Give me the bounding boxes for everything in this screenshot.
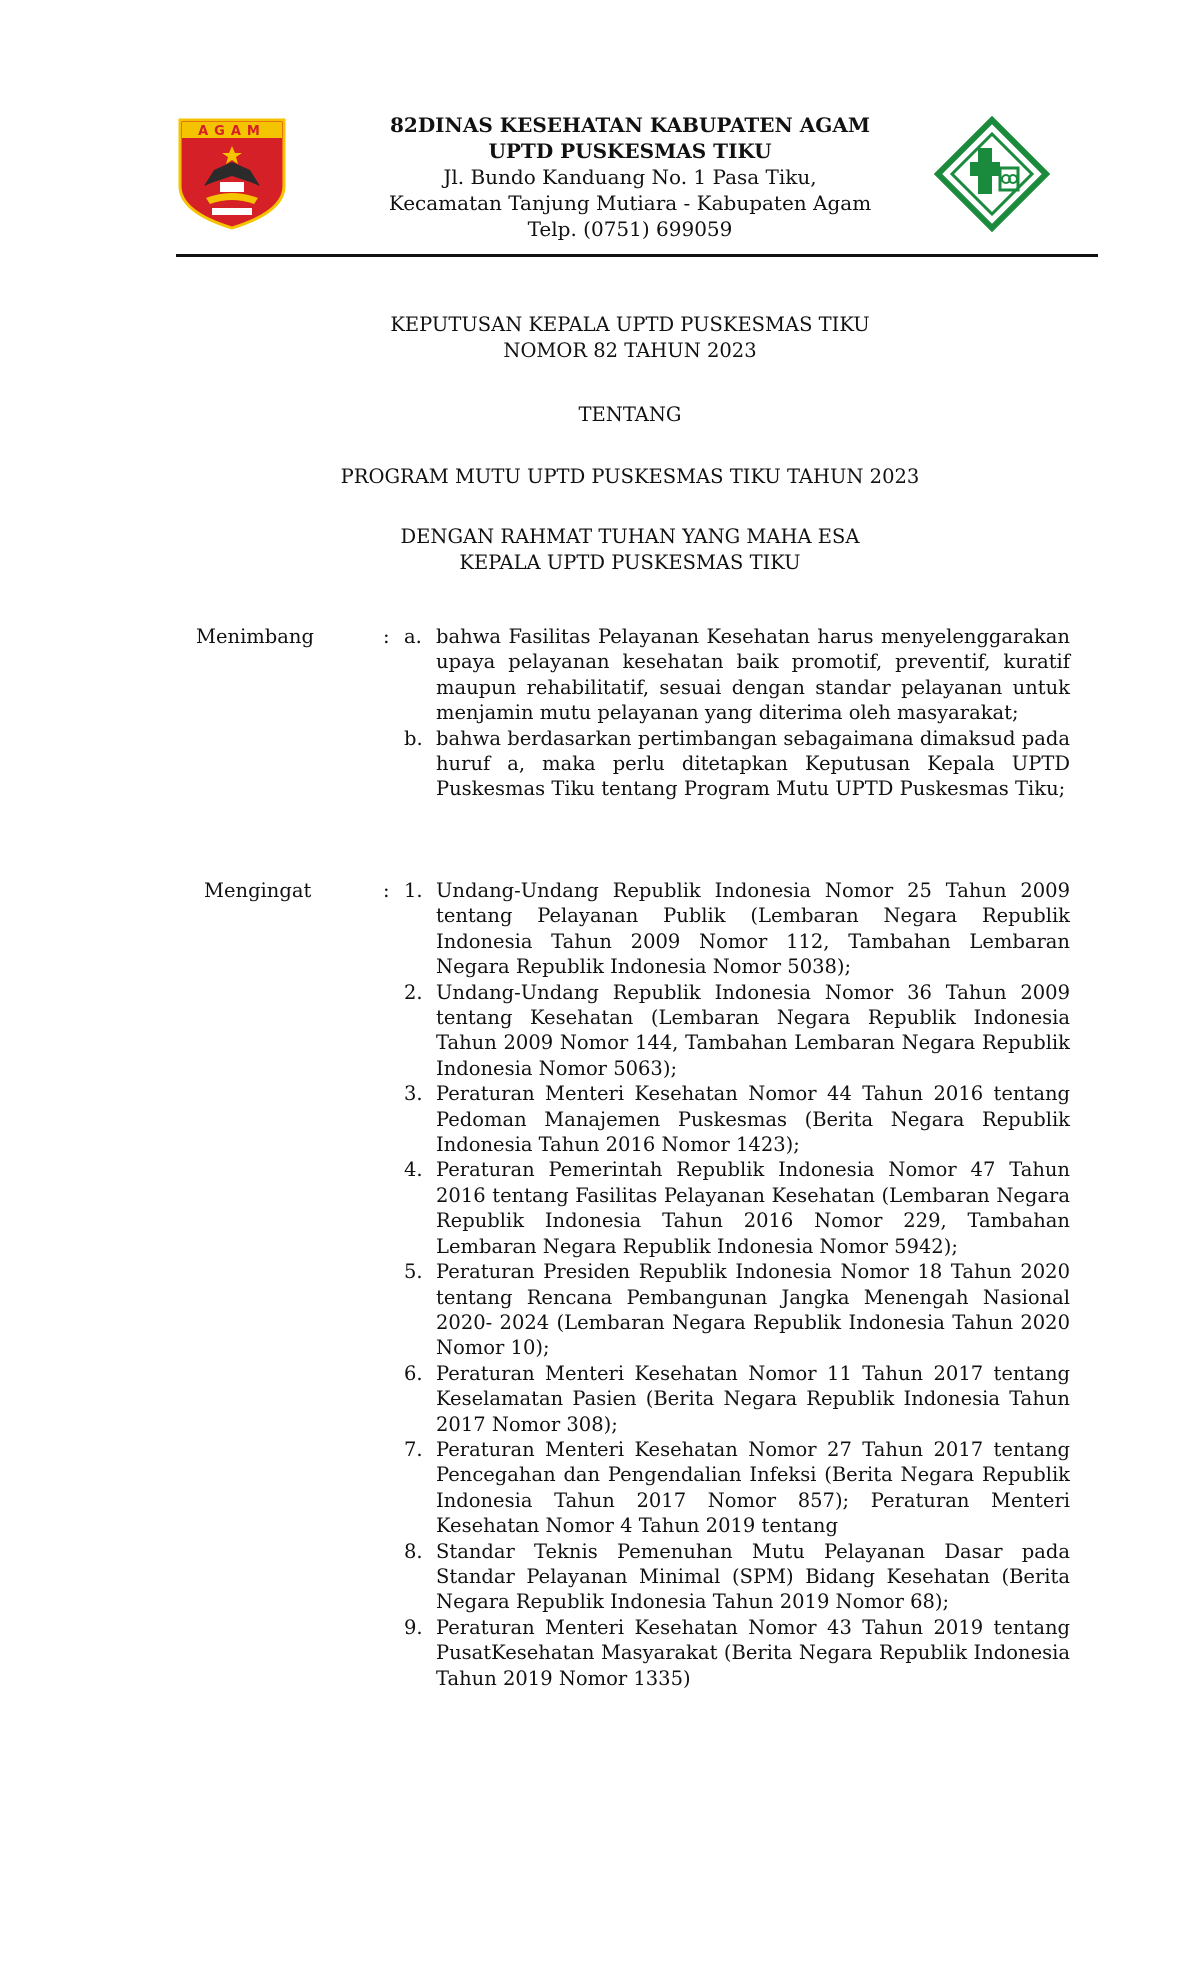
address-line-2: Kecamatan Tanjung Mutiara - Kabupaten Agam — [388, 191, 872, 215]
list-item-text: bahwa Fasilitas Pelayanan Kesehatan harus menyelenggarakan upaya pelayanan kesehatan baik promotif, preventif, kuratif maupun rehabilitatif, sesuai dengan standar pelayanan untuk menjamin mutu pelayanan yang diterima oleh masyarakat; — [436, 625, 1070, 725]
list-item-text: Standar Teknis Pemenuhan Mutu Pelayanan Dasar pada Standar Pelayanan Minimal (SPM) Bidang Kesehatan (Berita Negara Republik Indonesia Tahun 2019 Nomor 68); — [436, 1539, 1070, 1614]
invocation-line-1: DENGAN RAHMAT TUHAN YANG MAHA ESA — [400, 525, 860, 548]
letterhead-divider — [176, 254, 1098, 257]
menimbang-label: Menimbang — [196, 625, 314, 648]
mengingat-list — [404, 878, 1070, 1691]
list-marker: 2. — [404, 980, 423, 1004]
list-item-text: Peraturan Pemerintah Republik Indonesia Nomor 47 Tahun 2016 tentang Fasilitas Pelayanan Kesehatan (Lembaran Negara Republik Indonesia Tahun 2016 Nomor 229, Tambahan Lembaran Negara Republik Indonesia Nomor 5942); — [436, 1158, 1070, 1258]
address-line-1: Jl. Bundo Kanduang No. 1 Pasa Tiku, — [443, 165, 817, 189]
mengingat-colon: : — [383, 879, 390, 902]
list-item — [404, 1157, 1070, 1259]
list-marker: 1. — [404, 879, 423, 902]
list-item — [404, 878, 1070, 980]
list-marker: 9. — [404, 1615, 423, 1639]
list-item — [404, 1259, 1070, 1361]
about-label: TENTANG — [578, 403, 682, 426]
list-item — [404, 1615, 1070, 1691]
puskesmas-logo-icon — [934, 116, 1050, 232]
list-marker: 7. — [404, 1437, 423, 1461]
agam-regency-emblem-icon — [176, 116, 288, 232]
list-item-text: Peraturan Menteri Kesehatan Nomor 43 Tahun 2019 tentang PusatKesehatan Masyarakat (Berita Negara Republik Indonesia Tahun 2019 Nomor 1335) — [436, 1615, 1070, 1690]
unit-name: UPTD PUSKESMAS TIKU — [488, 139, 772, 163]
phone-number: Telp. (0751) 699059 — [527, 217, 733, 241]
list-item — [404, 624, 1070, 726]
invocation — [240, 524, 1020, 576]
list-item-text: Peraturan Menteri Kesehatan Nomor 11 Tahun 2017 tentang Keselamatan Pasien (Berita Negara Republik Indonesia Tahun 2017 Nomor 308); — [436, 1361, 1070, 1436]
decree-number: NOMOR 82 TAHUN 2023 — [503, 339, 757, 362]
list-item — [404, 980, 1070, 1082]
list-item-text: Peraturan Menteri Kesehatan Nomor 27 Tahun 2017 tentang Pencegahan dan Pengendalian Infeksi (Berita Negara Republik Indonesia Tahun 2017 Nomor 857); Peraturan Menteri Kesehatan Nomor 4 Tahun 2019 tentang — [436, 1437, 1070, 1538]
list-marker: 3. — [404, 1082, 423, 1106]
menimbang-colon: : — [383, 625, 390, 648]
list-item-text: Undang-Undang Republik Indonesia Nomor 25 Tahun 2009 tentang Pelayanan Publik (Lembaran Negara Republik Indonesia Tahun 2009 Nomor 112, Tambahan Lembaran Negara Republik Indonesia Nomor 5038); — [436, 879, 1070, 979]
list-item-text: Undang-Undang Republik Indonesia Nomor 36 Tahun 2009 tentang Kesehatan (Lembaran Negara Republik Indonesia Tahun 2009 Nomor 144, Tambahan Lembaran Negara Republik Indonesia Nomor 5063); — [436, 980, 1070, 1080]
list-marker: b. — [404, 726, 423, 750]
decree-title: KEPUTUSAN KEPALA UPTD PUSKESMAS TIKU — [390, 313, 870, 336]
list-marker: a. — [404, 625, 422, 648]
list-marker: 8. — [404, 1539, 423, 1563]
list-item — [404, 1539, 1070, 1615]
list-item — [404, 726, 1070, 802]
decree-heading — [240, 312, 1020, 364]
list-item — [404, 1437, 1070, 1539]
list-marker: 6. — [404, 1361, 423, 1385]
list-item — [404, 1361, 1070, 1437]
list-item-text: Peraturan Presiden Republik Indonesia Nomor 18 Tahun 2020 tentang Rencana Pembangunan Jangka Menengah Nasional 2020- 2024 (Lembaran Negara Republik Indonesia Tahun 2020 Nomor 10); — [436, 1260, 1070, 1360]
list-item — [404, 1081, 1070, 1157]
agency-name: 82DINAS KESEHATAN KABUPATEN AGAM — [390, 113, 870, 137]
list-item-text: Peraturan Menteri Kesehatan Nomor 44 Tahun 2016 tentang Pedoman Manajemen Puskesmas (Berita Negara Republik Indonesia Tahun 2016 Nomor 1423); — [436, 1082, 1070, 1157]
mengingat-label: Mengingat — [204, 879, 312, 902]
list-marker: 5. — [404, 1260, 423, 1284]
letterhead-text — [300, 112, 960, 242]
decree-subject: PROGRAM MUTU UPTD PUSKESMAS TIKU TAHUN 2023 — [340, 465, 920, 488]
list-marker: 4. — [404, 1158, 423, 1182]
emblem-agam-text: AGAM — [198, 124, 266, 139]
list-item-text: bahwa berdasarkan pertimbangan sebagaimana dimaksud pada huruf a, maka perlu ditetapkan Keputusan Kepala UPTD Puskesmas Tiku tentang Program Mutu UPTD Puskesmas Tiku; — [436, 726, 1070, 801]
invocation-line-2: KEPALA UPTD PUSKESMAS TIKU — [459, 551, 801, 574]
menimbang-list — [404, 624, 1070, 802]
